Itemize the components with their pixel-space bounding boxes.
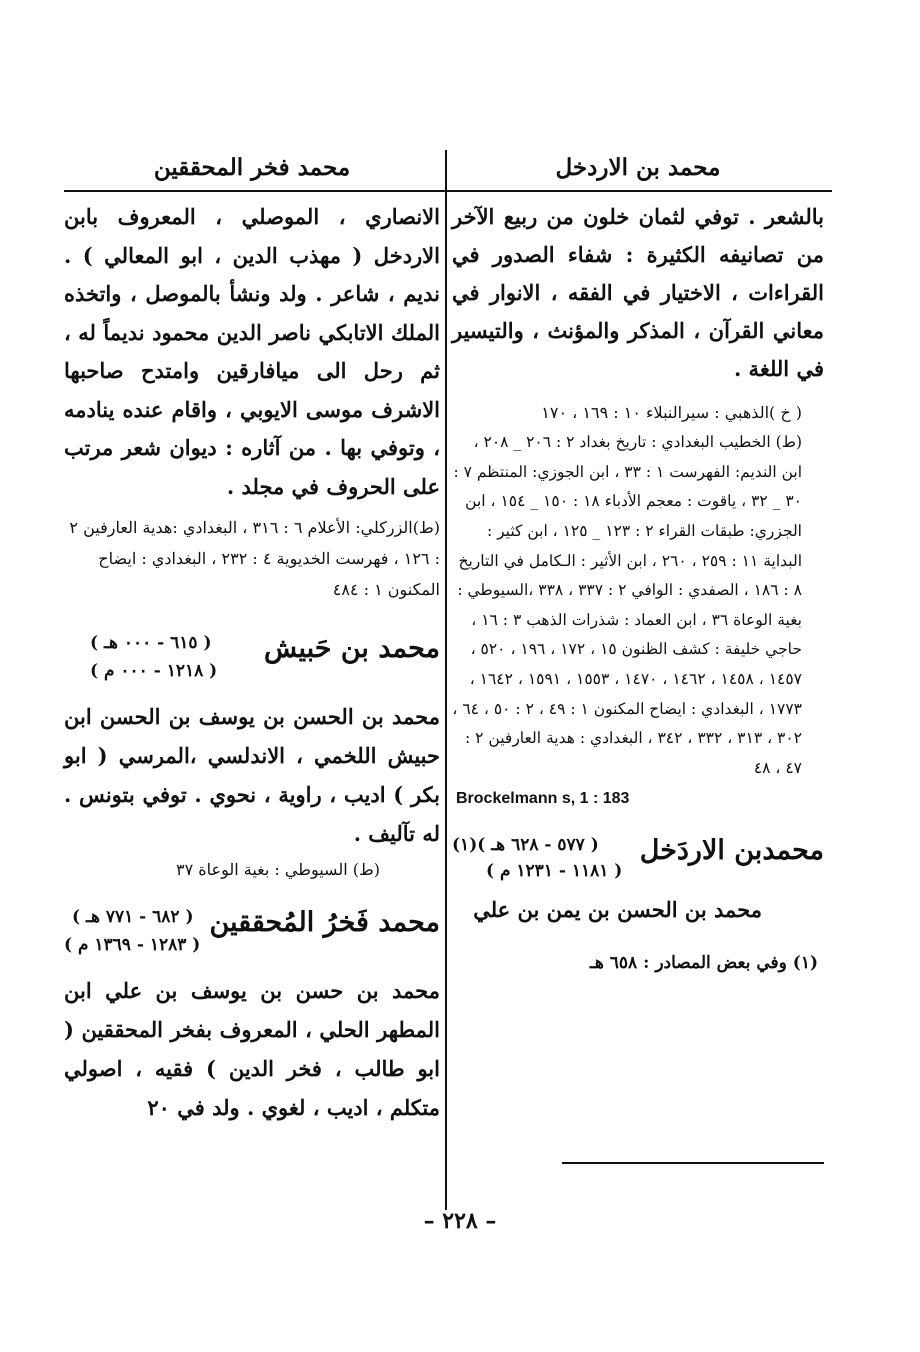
entry-name-ardakhl: محمدبن الاردَخل — [639, 835, 824, 867]
right-ref-1: ( خ )الذهبي : سيرالنبلاء ١٠ : ١٦٩ ، ١٧٠ — [541, 403, 802, 422]
right-body-text: بالشعر . توفي لثمان خلون من ربيع الآخر من تصانيفه الكثيرة : شفاء الصدور في القراءات ، الاختيار في الفقه ، الانوار في معاني القرآن ، المذكر والمؤنث ، والتيسير في اللغة . — [452, 204, 824, 381]
entry-ref-habish: (ط) السيوطي : بغية الوعاة ٣٧ — [175, 860, 380, 879]
dates-hijri-habish: ( ٦١٥ - ٠٠٠ هـ ) — [90, 633, 212, 653]
dates-hijri-ardakhl: ( ٥٧٧ - ٦٢٨ هـ )(١) — [452, 835, 599, 856]
brockelmann-ref: Brockelmann s, 1 : 183 — [456, 790, 630, 808]
entry-body-habish: محمد بن الحسن بن يوسف بن الحسن ابن حبيش اللخمي ، الاندلسي ،المرسي ( ابو بكر ) اديب ، راوية ، نحوي . توفي بتونس . له تآليف . — [64, 704, 440, 846]
dates-greg-habish: ( ١٢١٨ - ٠٠٠ م ) — [90, 661, 218, 681]
entry-name-habish: محمد بن حَبيش — [264, 633, 440, 664]
left-column-header: محمد فخر المحققين — [153, 154, 351, 181]
left-body-text: الانصاري ، الموصلي ، المعروف بابن الاردخل ( مهذب الدين ، ابو المعالي ) . نديم ، شاعر . ولد ونشأ بالموصل ، واتخذه الملك الاتابكي ناصر الدين محمود نديماً له ، ثم رحل الى ميافارقين وامتدح صاحبها الاشرف موسى الايوبي ، واقام عنده ينادمه ، وتوفي بها . من آثاره : ديوان شعر مرتب على الحروف في مجلد . — [64, 204, 440, 499]
left-ref: (ط)الزركلي: الأعلام ٦ : ٣١٦ ، البغدادي :هدية العارفين ٢ : ١٢٦ ، فهرست الخديوية ٤ : ٢٣٢ ، البغدادي : ايضاح المكنون ١ : ٤٨٤ — [69, 518, 440, 599]
entry-heading-fakhr — [64, 899, 440, 971]
dates-greg-fakhr: ( ١٢٨٣ - ١٣٦٩ م ) — [64, 935, 201, 956]
dates-hijri-fakhr: ( ٦٨٢ - ٧٧١ هـ ) — [72, 907, 194, 928]
right-column — [452, 146, 824, 979]
right-column-header: محمد بن الاردخل — [555, 154, 721, 181]
page-number: – ٢٢٨ – — [423, 1208, 497, 1234]
entry-body-fakhr: محمد بن حسن بن يوسف بن علي ابن المطهر الحلي ، المعروف بفخر المحققين ( ابو طالب ، فخر الدين ) فقيه ، اصولي متكلم ، اديب ، لغوي . ولد في ٢٠ — [64, 978, 440, 1121]
entry-body-ardakhl: محمد بن الحسن بن يمن بن علي — [473, 897, 762, 923]
right-ref-2: (ط) الخطيب البغدادي : تاريخ بغداد ٢ : ٢٠٦ _ ٢٠٨ ، ابن النديم: الفهرست ١ : ٣٣ ، ابن الجوزي: المنتظم ٧ : ٣٠ _ ٣٢ ، ياقوت : معجم الأدباء ١٨ : ١٥٠ _ ١٥٤ ، ابن الجزري: طبقات القراء ٢ : ١٢٣ _ ١٢٥ ، ابن كثير : البداية ١١ : ٢٥٩ ، ٢٦٠ ، ابن الأثير : الـكامل في التاريخ ٨ : ١٨٦ ، الصفدي : الوافي ٢ : ٣٣٧ ، ٣٣٨ ،السيوطي : بغية الوعاة ٣٦ ، ابن العماد : شذرات الذهب ٣ : ١٦ ، حاجي خليفة : كشف الظنون ١٥ ، ١٧٢ ، ١٩٦ ، ٥٢٠ ، ١٤٥٧ ، ١٤٥٨ ، ١٤٦٢ ، ١٤٧٠ ، ١٥٥٣ ، ١٥٩١ ، ١٦٤٢ ، ١٧٧٣ ، البغدادي : ايضاح المكنون ١ : ٤٩ ، ٢ : ٥٠ ، ٦٤ ، ٣٠٢ ، ٣١٣ ، ٣٣٢ ، ٣٤٢ ، البغدادي : هدية العارفين ٢ : ٤٧ ، ٤٨ — [452, 433, 802, 777]
column-divider — [445, 150, 447, 1210]
footnote-rule — [562, 1162, 824, 1164]
left-column — [64, 146, 440, 1127]
footnote: (١) وفي بعض المصادر : ٦٥٨ هـ — [589, 953, 818, 974]
entry-name-fakhr: محمد فَخرُ المُحققين — [209, 907, 440, 939]
entry-heading-habish — [64, 625, 440, 697]
dates-greg-ardakhl: ( ١١٨١ - ١٢٣١ م ) — [486, 861, 623, 882]
entry-heading-ardakhl — [452, 827, 824, 891]
